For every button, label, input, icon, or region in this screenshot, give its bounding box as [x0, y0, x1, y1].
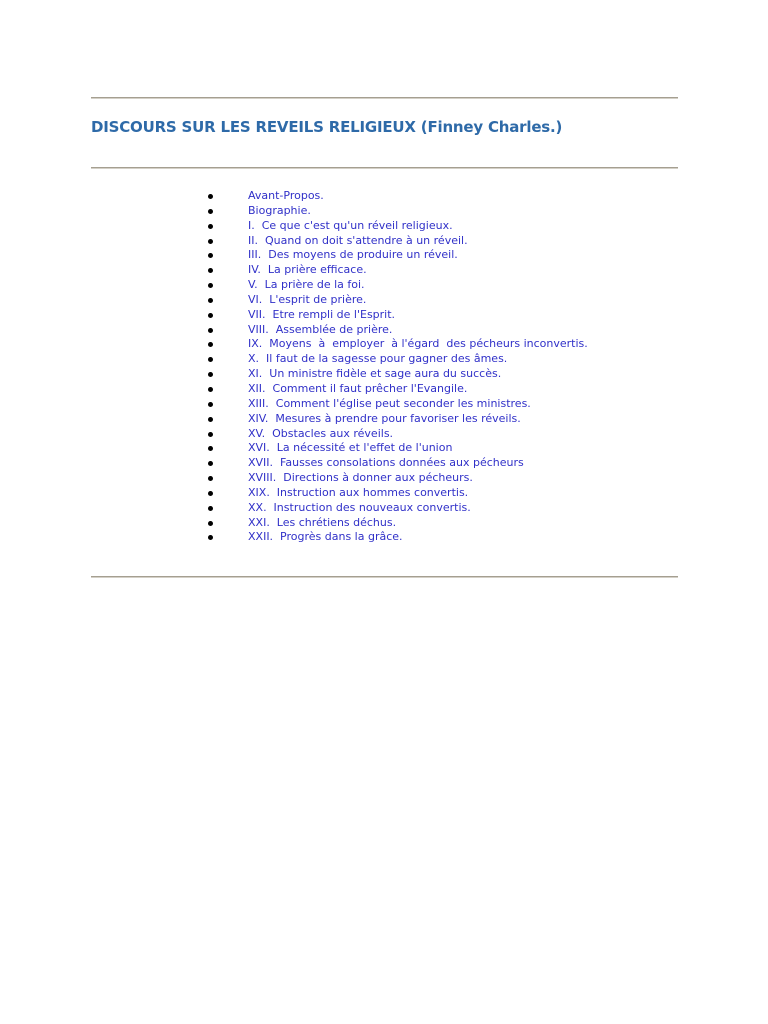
bullet-icon [208, 461, 213, 466]
toc-link[interactable]: XII. Comment il faut prêcher l'Evangile. [248, 381, 468, 395]
bullet-icon [208, 298, 213, 303]
toc-link[interactable]: III. Des moyens de produire un réveil. [248, 248, 458, 262]
bullet-icon [208, 328, 213, 333]
toc-link[interactable]: X. Il faut de la sagesse pour gagner des âmes. [248, 352, 508, 366]
bullet-icon [208, 506, 213, 511]
toc-link[interactable]: XIII. Comment l'église peut seconder les ministres. [248, 396, 531, 410]
bullet-icon [208, 372, 213, 377]
toc-link[interactable]: XIV. Mesures à prendre pour favoriser les réveils. [248, 411, 521, 425]
toc-link[interactable]: V. La prière de la foi. [248, 278, 365, 292]
bullet-icon [208, 268, 213, 273]
bullet-icon [208, 387, 213, 392]
bullet-icon [208, 283, 213, 288]
bullet-icon [208, 209, 213, 214]
bullet-icon [208, 446, 213, 451]
top-divider [91, 97, 678, 99]
bullet-icon [208, 432, 213, 437]
bullet-icon [208, 402, 213, 407]
toc-link[interactable]: Biographie. [248, 203, 311, 217]
toc-link[interactable]: I. Ce que c'est qu'un réveil religieux. [248, 218, 453, 232]
toc-link[interactable]: XV. Obstacles aux réveils. [248, 426, 394, 440]
bullet-icon [208, 535, 213, 540]
bullet-icon [208, 313, 213, 318]
bullet-icon [208, 476, 213, 481]
bullet-icon [208, 342, 213, 347]
toc-link[interactable]: Avant-Propos. [248, 189, 324, 202]
bullet-icon [208, 521, 213, 526]
bottom-divider [91, 576, 678, 578]
bullet-icon [208, 194, 213, 199]
toc-link[interactable]: II. Quand on doit s'attendre à un réveil. [248, 233, 468, 247]
bullet-icon [208, 239, 213, 244]
document-title: DISCOURS SUR LES REVEILS RELIGIEUX (Finney Charles.) [91, 118, 563, 136]
toc-link[interactable]: XXI. Les chrétiens déchus. [248, 515, 397, 529]
toc-link[interactable]: XX. Instruction des nouveaux convertis. [248, 500, 471, 514]
toc-link[interactable]: XVI. La nécessité et l'effet de l'union [248, 441, 453, 455]
bullet-icon [208, 417, 213, 422]
toc-link[interactable]: XVIII. Directions à donner aux pécheurs. [248, 471, 473, 485]
toc-link[interactable]: XI. Un ministre fidèle et sage aura du succès. [248, 367, 502, 381]
toc-link[interactable]: IV. La prière efficace. [248, 263, 367, 277]
toc-link[interactable]: XVII. Fausses consolations données aux pécheurs [248, 456, 524, 470]
toc-link[interactable]: VIII. Assemblée de prière. [248, 322, 393, 336]
toc-link[interactable]: IX. Moyens à employer à l'égard des pécheurs inconvertis. [248, 337, 588, 351]
title-divider [91, 167, 678, 169]
bullet-icon [208, 253, 213, 258]
toc-link[interactable]: VI. L'esprit de prière. [248, 292, 367, 306]
bullet-icon [208, 357, 213, 362]
toc-link[interactable]: XXII. Progrès dans la grâce. [248, 530, 403, 544]
bullet-icon [208, 224, 213, 229]
toc-link[interactable]: VII. Etre rempli de l'Esprit. [248, 307, 396, 321]
bullet-icon [208, 491, 213, 496]
toc-link[interactable]: XIX. Instruction aux hommes convertis. [248, 485, 469, 499]
